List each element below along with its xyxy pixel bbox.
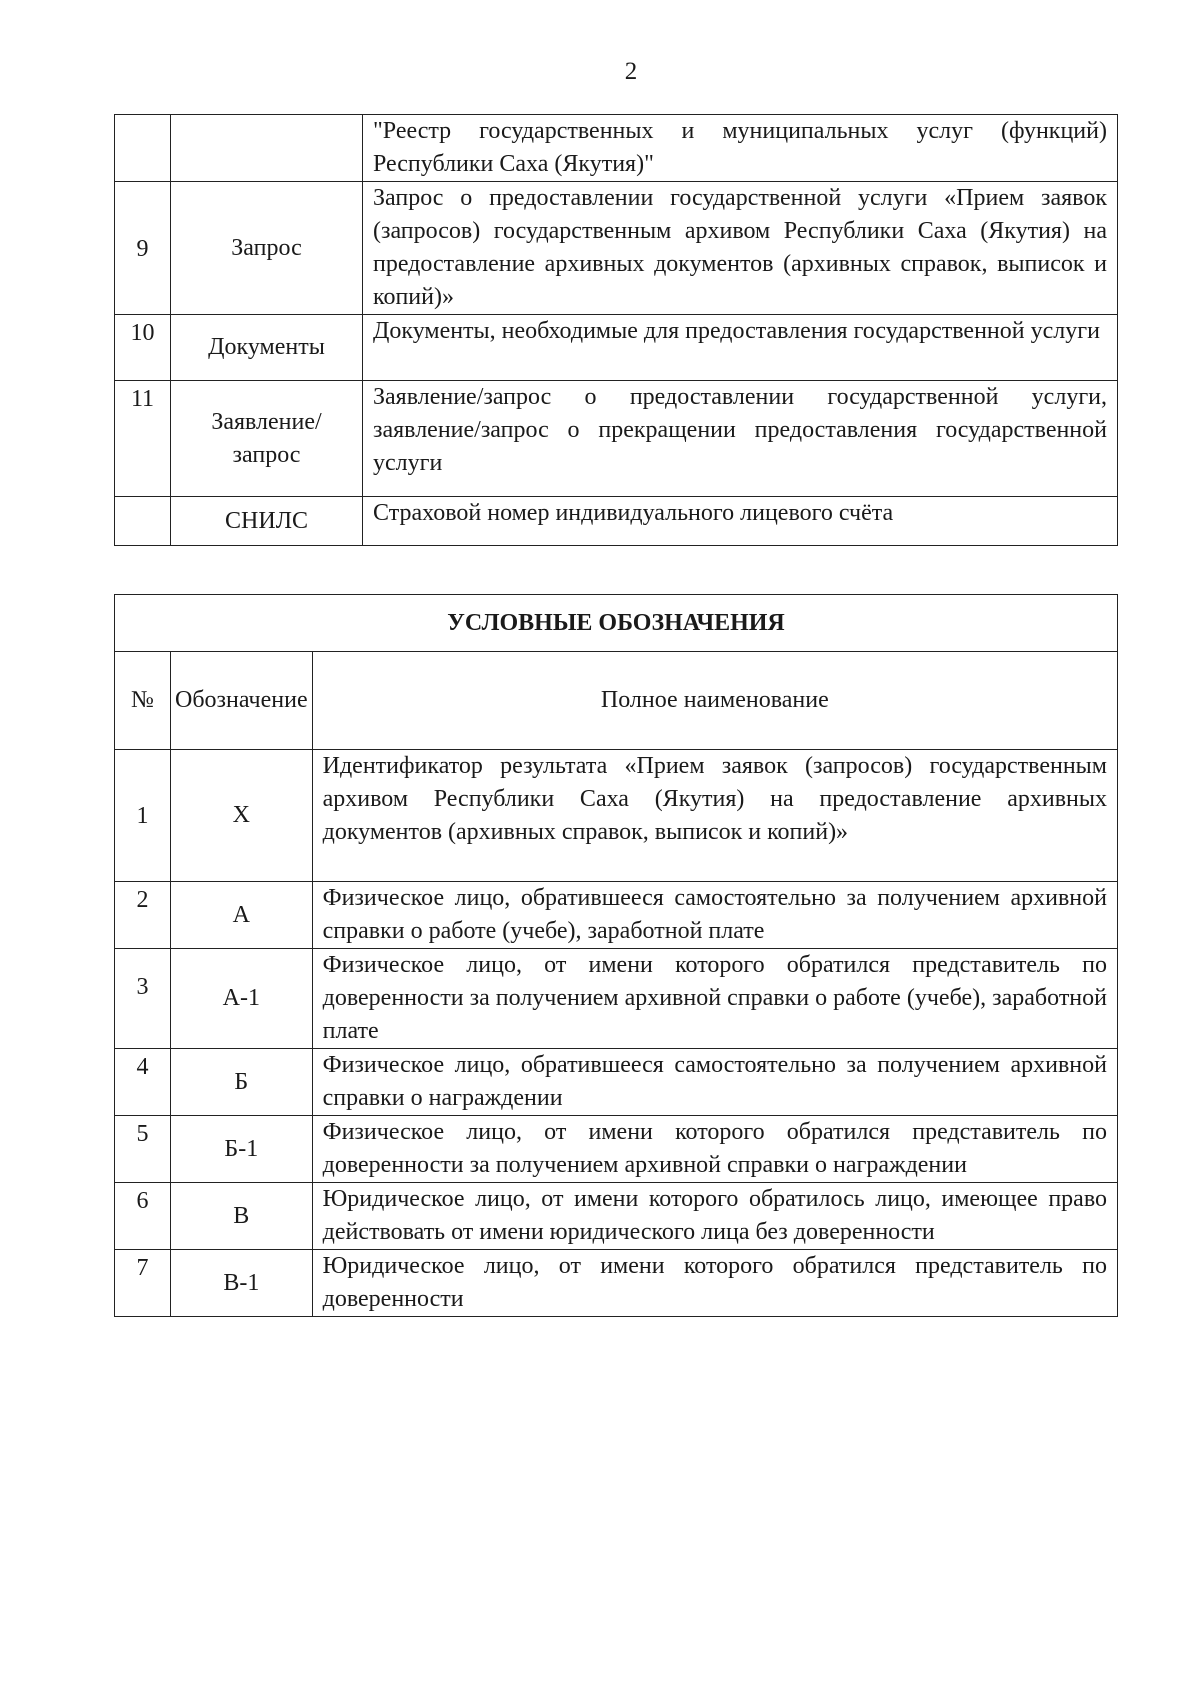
page-number: 2 (624, 58, 638, 85)
full-name: Физическое лицо, от имени которого обратился представитель по доверенности за получением архивной справки о работе (учебе), заработной плате (312, 949, 1117, 1049)
row-number: 4 (115, 1049, 171, 1116)
term: Заявление/ запрос (171, 381, 363, 497)
definition: "Реестр государственных и муниципальных услуг (функций) Республики Саха (Якутия)" (363, 115, 1118, 182)
legend-caption-row (115, 595, 1118, 652)
symbol: Б-1 (171, 1116, 313, 1183)
symbol: А (171, 882, 313, 949)
term: Запрос (171, 182, 363, 315)
row-number: 2 (115, 882, 171, 949)
symbol: Б (171, 1049, 313, 1116)
table-row (115, 182, 1118, 315)
row-number: 1 (115, 750, 171, 882)
legend-table (114, 594, 1118, 1317)
row-number (115, 115, 171, 182)
header-full-name: Полное наименование (312, 652, 1117, 750)
table-row (115, 1250, 1118, 1317)
table-row (115, 315, 1118, 381)
definition: Документы, необходимые для предоставления государственной услуги (363, 315, 1118, 381)
full-name: Юридическое лицо, от имени которого обратилось лицо, имеющее право действовать от имени юридического лица без доверенности (312, 1183, 1117, 1250)
symbol: В-1 (171, 1250, 313, 1317)
legend-title: УСЛОВНЫЕ ОБОЗНАЧЕНИЯ (115, 595, 1118, 652)
table-row (115, 497, 1118, 546)
row-number: 3 (115, 949, 171, 1049)
full-name: Физическое лицо, обратившееся самостоятельно за получением архивной справки о награждении (312, 1049, 1117, 1116)
row-number: 7 (115, 1250, 171, 1317)
row-number (115, 497, 171, 546)
table-row (115, 1116, 1118, 1183)
table-row (115, 882, 1118, 949)
definition: Заявление/запрос о предоставлении государственной услуги, заявление/запрос о прекращении предоставления государственной услуги (363, 381, 1118, 497)
row-number: 6 (115, 1183, 171, 1250)
table-row (115, 750, 1118, 882)
term: СНИЛС (171, 497, 363, 546)
table-row (115, 1049, 1118, 1116)
term (171, 115, 363, 182)
legend-header-row (115, 652, 1118, 750)
row-number: 11 (115, 381, 171, 497)
symbol: А-1 (171, 949, 313, 1049)
full-name: Физическое лицо, от имени которого обратился представитель по доверенности за получением архивной справки о награждении (312, 1116, 1117, 1183)
full-name: Юридическое лицо, от имени которого обратился представитель по доверенности (312, 1250, 1117, 1317)
full-name: Идентификатор результата «Прием заявок (запросов) государственным архивом Республики Саха (Якутия) на предоставление архивных документов (архивных справок, выписок и копий)» (312, 750, 1117, 882)
table-row (115, 949, 1118, 1049)
header-symbol: Обозначение (171, 652, 313, 750)
symbol: В (171, 1183, 313, 1250)
row-number: 10 (115, 315, 171, 381)
table-row (115, 381, 1118, 497)
term: Документы (171, 315, 363, 381)
table-row (115, 115, 1118, 182)
row-number: 5 (115, 1116, 171, 1183)
table-row (115, 1183, 1118, 1250)
header-num: № (115, 652, 171, 750)
definition: Запрос о предоставлении государственной услуги «Прием заявок (запросов) государственным архивом Республики Саха (Якутия) на предоставление архивных документов (архивных справок, выписок и копий)» (363, 182, 1118, 315)
glossary-table (114, 114, 1118, 546)
full-name: Физическое лицо, обратившееся самостоятельно за получением архивной справки о работе (учебе), заработной плате (312, 882, 1117, 949)
symbol: Х (171, 750, 313, 882)
definition: Страховой номер индивидуального лицевого счёта (363, 497, 1118, 546)
row-number: 9 (115, 182, 171, 315)
